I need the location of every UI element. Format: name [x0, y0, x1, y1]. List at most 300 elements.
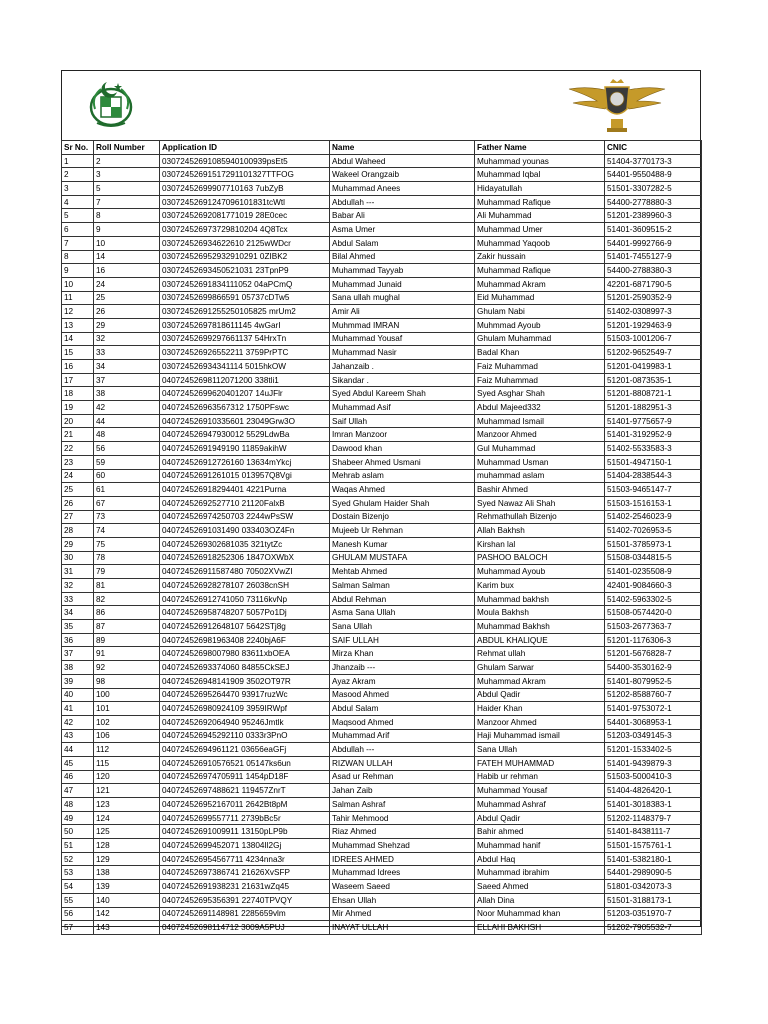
- sr-no-cell: 2: [62, 168, 94, 182]
- table-row: [62, 852, 702, 866]
- roll-number-cell: 37: [94, 373, 160, 387]
- father-name-cell: Muhammad Yaqoob: [475, 236, 605, 250]
- name-cell: Muhammad Tayyab: [330, 264, 475, 278]
- cnic-cell: 51503-1001206-7: [605, 332, 702, 346]
- father-name-cell: Bahir ahmed: [475, 825, 605, 839]
- application-id-cell: 040724526958748207 5057Po1Dj: [160, 606, 330, 620]
- table-row: [62, 387, 702, 401]
- father-name-cell: Haider Khan: [475, 702, 605, 716]
- father-name-cell: Hidayatullah: [475, 182, 605, 196]
- cnic-cell: 51508-0344815-5: [605, 551, 702, 565]
- roll-number-cell: 78: [94, 551, 160, 565]
- roll-number-cell: 98: [94, 674, 160, 688]
- father-name-cell: FATEH MUHAMMAD: [475, 756, 605, 770]
- roll-number-cell: 29: [94, 318, 160, 332]
- name-cell: Sikandar .: [330, 373, 475, 387]
- name-cell: Mirza Khan: [330, 647, 475, 661]
- cnic-cell: 54400-2788380-3: [605, 264, 702, 278]
- sr-no-cell: 44: [62, 743, 94, 757]
- cnic-cell: 51201-2590352-9: [605, 291, 702, 305]
- roll-number-cell: 102: [94, 715, 160, 729]
- sr-no-cell: 33: [62, 592, 94, 606]
- table-row: [62, 551, 702, 565]
- application-id-cell: 04072452694961121 03656eaGFj: [160, 743, 330, 757]
- name-cell: Maqsood Ahmed: [330, 715, 475, 729]
- roll-number-cell: 10: [94, 236, 160, 250]
- cnic-cell: 51201-1176306-3: [605, 633, 702, 647]
- sr-no-cell: 35: [62, 620, 94, 634]
- application-id-cell: 04072452695264470 93917ruzWc: [160, 688, 330, 702]
- application-id-cell: 040724526928278107 26038cnSH: [160, 579, 330, 593]
- application-id-cell: 030724526973729810204 4Q8Tcx: [160, 223, 330, 237]
- application-id-cell: 04072452695356391 22740TPVQY: [160, 893, 330, 907]
- name-cell: SAIF ULLAH: [330, 633, 475, 647]
- table-row: [62, 921, 702, 935]
- application-id-cell: 030724526934341114 5015hkOW: [160, 360, 330, 374]
- table-row: [62, 209, 702, 223]
- name-cell: Muhammad Yousaf: [330, 332, 475, 346]
- father-name-cell: Bashir Ahmed: [475, 483, 605, 497]
- cnic-cell: 51201-0873535-1: [605, 373, 702, 387]
- father-name-cell: Karim bux: [475, 579, 605, 593]
- col-header-roll-number: Roll Number: [94, 141, 160, 155]
- table-row: [62, 250, 702, 264]
- sr-no-cell: 24: [62, 469, 94, 483]
- table-row: [62, 223, 702, 237]
- father-name-cell: Rehmat ullah: [475, 647, 605, 661]
- sr-no-cell: 10: [62, 277, 94, 291]
- cnic-cell: 51201-1929463-9: [605, 318, 702, 332]
- roll-number-cell: 48: [94, 428, 160, 442]
- sr-no-cell: 53: [62, 866, 94, 880]
- name-cell: Muhammad Nasir: [330, 346, 475, 360]
- father-name-cell: Kirshan lal: [475, 537, 605, 551]
- name-cell: RIZWAN ULLAH: [330, 756, 475, 770]
- col-header-name: Name: [330, 141, 475, 155]
- application-id-cell: 03072452691834111052 04aPCmQ: [160, 277, 330, 291]
- name-cell: Wakeel Orangzaib: [330, 168, 475, 182]
- father-name-cell: Muhammad bakhsh: [475, 592, 605, 606]
- cnic-cell: 51202-7905532-7: [605, 921, 702, 935]
- roll-number-cell: 33: [94, 346, 160, 360]
- table-row: [62, 346, 702, 360]
- application-id-cell: 04072452691031490 033403OZ4Fn: [160, 524, 330, 538]
- sr-no-cell: 56: [62, 907, 94, 921]
- cnic-cell: 51402-2546023-9: [605, 510, 702, 524]
- sr-no-cell: 51: [62, 839, 94, 853]
- application-id-cell: 040724526912726160 13634mYkcj: [160, 455, 330, 469]
- table-row: [62, 907, 702, 921]
- application-id-cell: 040724526981963408 2240bjA6F: [160, 633, 330, 647]
- application-id-cell: 030724526952932910291 0ZIBK2: [160, 250, 330, 264]
- sr-no-cell: 49: [62, 811, 94, 825]
- table-row: [62, 496, 702, 510]
- father-name-cell: Abdul Qadir: [475, 688, 605, 702]
- application-id-cell: 040724526974250703 2244wPsSW: [160, 510, 330, 524]
- sr-no-cell: 55: [62, 893, 94, 907]
- roll-number-cell: 3: [94, 168, 160, 182]
- cnic-cell: 51401-3018383-1: [605, 798, 702, 812]
- father-name-cell: Muhmmad Ayoub: [475, 318, 605, 332]
- roll-number-cell: 91: [94, 647, 160, 661]
- roll-number-cell: 115: [94, 756, 160, 770]
- table-row: [62, 647, 702, 661]
- table-row: [62, 674, 702, 688]
- application-id-cell: 040724526918252306 1847OXWbX: [160, 551, 330, 565]
- sr-no-cell: 19: [62, 401, 94, 415]
- sr-no-cell: 13: [62, 318, 94, 332]
- cnic-cell: 54401-9550488-9: [605, 168, 702, 182]
- application-id-cell: 03072452691517291101327TTFOG: [160, 168, 330, 182]
- cnic-cell: 51402-5963302-5: [605, 592, 702, 606]
- cnic-cell: 51503-1516153-1: [605, 496, 702, 510]
- table-row: [62, 510, 702, 524]
- roll-number-cell: 7: [94, 195, 160, 209]
- roll-number-cell: 138: [94, 866, 160, 880]
- table-body: [62, 154, 702, 934]
- table-row: [62, 702, 702, 716]
- table-row: [62, 277, 702, 291]
- roll-number-cell: 34: [94, 360, 160, 374]
- name-cell: Sana Ullah: [330, 620, 475, 634]
- table-header-row: [62, 141, 702, 155]
- application-id-cell: 04072452699452071 13804Il2Gj: [160, 839, 330, 853]
- roll-number-cell: 73: [94, 510, 160, 524]
- cnic-cell: 51202-1148379-7: [605, 811, 702, 825]
- sr-no-cell: 36: [62, 633, 94, 647]
- cnic-cell: 51401-9775657-9: [605, 414, 702, 428]
- name-cell: Abdul Waheed: [330, 154, 475, 168]
- name-cell: Ayaz Akram: [330, 674, 475, 688]
- name-cell: Dawood khan: [330, 442, 475, 456]
- sr-no-cell: 18: [62, 387, 94, 401]
- roll-number-cell: 81: [94, 579, 160, 593]
- document-header: [62, 71, 700, 140]
- application-id-cell: 03072452699297661137 54HrxTn: [160, 332, 330, 346]
- application-id-cell: 04072452697488621 119457ZnrT: [160, 784, 330, 798]
- sr-no-cell: 26: [62, 496, 94, 510]
- application-id-cell: 04072452691148981 2285659vlm: [160, 907, 330, 921]
- name-cell: Masood Ahmed: [330, 688, 475, 702]
- name-cell: INAYAT ULLAH: [330, 921, 475, 935]
- roll-number-cell: 142: [94, 907, 160, 921]
- application-id-cell: 0407245269302681035 321tytZc: [160, 537, 330, 551]
- roll-number-cell: 87: [94, 620, 160, 634]
- name-cell: Salman Salman: [330, 579, 475, 593]
- name-cell: Asad ur Rehman: [330, 770, 475, 784]
- roll-number-cell: 79: [94, 565, 160, 579]
- father-name-cell: Muhammad Ayoub: [475, 565, 605, 579]
- father-name-cell: Noor Muhammad khan: [475, 907, 605, 921]
- table-row: [62, 839, 702, 853]
- pakistan-crescent-star-emblem-icon: [87, 79, 135, 129]
- roll-number-cell: 139: [94, 880, 160, 894]
- roll-number-cell: 24: [94, 277, 160, 291]
- table-row: [62, 264, 702, 278]
- table-row: [62, 770, 702, 784]
- father-name-cell: Haji Muhammad ismail: [475, 729, 605, 743]
- sr-no-cell: 46: [62, 770, 94, 784]
- table-row: [62, 469, 702, 483]
- sr-no-cell: 31: [62, 565, 94, 579]
- application-id-cell: 040724526954567711 4234nna3r: [160, 852, 330, 866]
- name-cell: Muhammad Asif: [330, 401, 475, 415]
- table-row: [62, 743, 702, 757]
- cnic-cell: 51501-3188173-1: [605, 893, 702, 907]
- roll-number-cell: 86: [94, 606, 160, 620]
- name-cell: Bilal Ahmed: [330, 250, 475, 264]
- table-row: [62, 825, 702, 839]
- table-row: [62, 565, 702, 579]
- col-header-father-name: Father Name: [475, 141, 605, 155]
- sr-no-cell: 3: [62, 182, 94, 196]
- name-cell: Waseem Saeed: [330, 880, 475, 894]
- roll-number-cell: 25: [94, 291, 160, 305]
- father-name-cell: Eid Muhammad: [475, 291, 605, 305]
- father-name-cell: Muhammad younas: [475, 154, 605, 168]
- sr-no-cell: 25: [62, 483, 94, 497]
- table-row: [62, 524, 702, 538]
- cnic-cell: 51201-1533402-5: [605, 743, 702, 757]
- cnic-cell: 51402-7026953-5: [605, 524, 702, 538]
- table-row: [62, 811, 702, 825]
- cnic-cell: 51501-4947150-1: [605, 455, 702, 469]
- cnic-cell: 51402-5533583-3: [605, 442, 702, 456]
- application-id-cell: 040724526952167011 2642Bt8pM: [160, 798, 330, 812]
- sr-no-cell: 28: [62, 524, 94, 538]
- sr-no-cell: 30: [62, 551, 94, 565]
- cnic-cell: 42401-9084660-3: [605, 579, 702, 593]
- roll-number-cell: 100: [94, 688, 160, 702]
- cnic-cell: 51401-5382180-1: [605, 852, 702, 866]
- father-name-cell: ABDUL KHALIQUE: [475, 633, 605, 647]
- cnic-cell: 51201-5676828-7: [605, 647, 702, 661]
- table-row: [62, 305, 702, 319]
- father-name-cell: Muhammad Ashraf: [475, 798, 605, 812]
- roll-number-cell: 14: [94, 250, 160, 264]
- roll-number-cell: 26: [94, 305, 160, 319]
- roll-number-cell: 101: [94, 702, 160, 716]
- cnic-cell: 54400-2778880-3: [605, 195, 702, 209]
- application-id-cell: 030724526934622610 2125wWDcr: [160, 236, 330, 250]
- sr-no-cell: 45: [62, 756, 94, 770]
- father-name-cell: Gul Muhammad: [475, 442, 605, 456]
- application-id-cell: 03072452691247096101831tcWtl: [160, 195, 330, 209]
- sr-no-cell: 7: [62, 236, 94, 250]
- cnic-cell: 51201-0419983-1: [605, 360, 702, 374]
- name-cell: IDREES AHMED: [330, 852, 475, 866]
- roll-number-cell: 89: [94, 633, 160, 647]
- cnic-cell: 51503-9465147-7: [605, 483, 702, 497]
- cnic-cell: 51404-2838544-3: [605, 469, 702, 483]
- name-cell: Abdul Rehman: [330, 592, 475, 606]
- roll-number-cell: 112: [94, 743, 160, 757]
- roll-number-cell: 123: [94, 798, 160, 812]
- table-row: [62, 866, 702, 880]
- name-cell: Syed Ghulam Haider Shah: [330, 496, 475, 510]
- father-name-cell: Muhammad Ismail: [475, 414, 605, 428]
- sr-no-cell: 1: [62, 154, 94, 168]
- name-cell: Muhammad Junaid: [330, 277, 475, 291]
- name-cell: Imran Manzoor: [330, 428, 475, 442]
- father-name-cell: ELLAHI BAKHSH: [475, 921, 605, 935]
- roll-number-cell: 42: [94, 401, 160, 415]
- cnic-cell: 51404-4826420-1: [605, 784, 702, 798]
- sr-no-cell: 14: [62, 332, 94, 346]
- table-row: [62, 893, 702, 907]
- application-id-cell: 04072452699620401207 14uJFlr: [160, 387, 330, 401]
- sr-no-cell: 42: [62, 715, 94, 729]
- sr-no-cell: 21: [62, 428, 94, 442]
- name-cell: Jahan Zaib: [330, 784, 475, 798]
- cnic-cell: 51203-0349145-3: [605, 729, 702, 743]
- roll-number-cell: 128: [94, 839, 160, 853]
- application-id-cell: 03072452693450521031 23TpnP9: [160, 264, 330, 278]
- roll-number-cell: 120: [94, 770, 160, 784]
- cnic-cell: 51401-3609515-2: [605, 223, 702, 237]
- table-row: [62, 756, 702, 770]
- table-row: [62, 428, 702, 442]
- application-id-cell: 040724526918294401 4221Purna: [160, 483, 330, 497]
- application-id-cell: 04072452699557711 2739bBc5r: [160, 811, 330, 825]
- table-row: [62, 579, 702, 593]
- sr-no-cell: 32: [62, 579, 94, 593]
- sr-no-cell: 9: [62, 264, 94, 278]
- roll-number-cell: 56: [94, 442, 160, 456]
- roll-number-cell: 106: [94, 729, 160, 743]
- cnic-cell: 51404-3770173-3: [605, 154, 702, 168]
- sr-no-cell: 57: [62, 921, 94, 935]
- col-header-application-id: Application ID: [160, 141, 330, 155]
- cnic-cell: 51501-1575761-1: [605, 839, 702, 853]
- name-cell: Riaz Ahmed: [330, 825, 475, 839]
- sr-no-cell: 6: [62, 223, 94, 237]
- cnic-cell: 51202-9652549-7: [605, 346, 702, 360]
- table-row: [62, 195, 702, 209]
- father-name-cell: Moula Bakhsh: [475, 606, 605, 620]
- father-name-cell: Abdul Haq: [475, 852, 605, 866]
- table-row: [62, 154, 702, 168]
- father-name-cell: Muhammad Akram: [475, 277, 605, 291]
- father-name-cell: Faiz Muhammad: [475, 373, 605, 387]
- name-cell: Mir Ahmed: [330, 907, 475, 921]
- name-cell: Ehsan Ullah: [330, 893, 475, 907]
- sr-no-cell: 34: [62, 606, 94, 620]
- father-name-cell: Rehmathullah Bizenjo: [475, 510, 605, 524]
- roll-number-cell: 38: [94, 387, 160, 401]
- sr-no-cell: 27: [62, 510, 94, 524]
- name-cell: Manesh Kumar: [330, 537, 475, 551]
- application-id-cell: 040724526911587480 70502XVwZI: [160, 565, 330, 579]
- roll-number-cell: 74: [94, 524, 160, 538]
- table-row: [62, 715, 702, 729]
- sr-no-cell: 17: [62, 373, 94, 387]
- application-id-cell: 03072452699907710163 7ubZyB: [160, 182, 330, 196]
- table-row: [62, 168, 702, 182]
- application-id-cell: 040724526948141909 3502OT97R: [160, 674, 330, 688]
- table-row: [62, 442, 702, 456]
- application-id-cell: 04072452691949190 11859akihW: [160, 442, 330, 456]
- winged-crest-emblem-icon: [567, 75, 667, 135]
- application-id-cell: 040724526980924109 3959IRWpf: [160, 702, 330, 716]
- roll-number-cell: 143: [94, 921, 160, 935]
- father-name-cell: PASHOO BALOCH: [475, 551, 605, 565]
- cnic-cell: 51201-2389960-3: [605, 209, 702, 223]
- application-id-cell: 040724526963567312 1750PFswc: [160, 401, 330, 415]
- cnic-cell: 51401-0235508-9: [605, 565, 702, 579]
- name-cell: GHULAM MUSTAFA: [330, 551, 475, 565]
- roll-number-cell: 60: [94, 469, 160, 483]
- name-cell: Muhammad Shehzad: [330, 839, 475, 853]
- cnic-cell: 54401-9992766-9: [605, 236, 702, 250]
- father-name-cell: Abdul Qadir: [475, 811, 605, 825]
- table-row: [62, 633, 702, 647]
- table-row: [62, 537, 702, 551]
- application-id-cell: 040724526974705911 1454pD18F: [160, 770, 330, 784]
- table-row: [62, 414, 702, 428]
- roll-number-cell: 8: [94, 209, 160, 223]
- col-header-cnic: CNIC: [605, 141, 702, 155]
- father-name-cell: Syed Asghar Shah: [475, 387, 605, 401]
- roll-number-cell: 44: [94, 414, 160, 428]
- name-cell: Syed Abdul Kareem Shah: [330, 387, 475, 401]
- name-cell: Mujeeb Ur Rehman: [330, 524, 475, 538]
- table-row: [62, 236, 702, 250]
- candidates-table: [61, 140, 702, 935]
- father-name-cell: Muhammad Rafique: [475, 195, 605, 209]
- sr-no-cell: 54: [62, 880, 94, 894]
- name-cell: Mehtab Ahmed: [330, 565, 475, 579]
- father-name-cell: Muhammad hanif: [475, 839, 605, 853]
- father-name-cell: muhammad aslam: [475, 469, 605, 483]
- application-id-cell: 04072452698114712 3009A5PUJ: [160, 921, 330, 935]
- name-cell: Sana ullah mughal: [330, 291, 475, 305]
- name-cell: Abdullah ---: [330, 743, 475, 757]
- sr-no-cell: 48: [62, 798, 94, 812]
- application-id-cell: 04072452698007980 83611xbOEA: [160, 647, 330, 661]
- father-name-cell: Muhammad Umer: [475, 223, 605, 237]
- application-id-cell: 040724526910335601 23049Grw3O: [160, 414, 330, 428]
- sr-no-cell: 29: [62, 537, 94, 551]
- cnic-cell: 51503-2677363-7: [605, 620, 702, 634]
- cnic-cell: 51401-9753072-1: [605, 702, 702, 716]
- table-row: [62, 360, 702, 374]
- father-name-cell: Syed Nawaz Ali Shah: [475, 496, 605, 510]
- father-name-cell: Saeed Ahmed: [475, 880, 605, 894]
- cnic-cell: 51801-0342073-3: [605, 880, 702, 894]
- name-cell: Asma Umer: [330, 223, 475, 237]
- application-id-cell: 040724526912741050 73116kvNp: [160, 592, 330, 606]
- name-cell: Muhammad Idrees: [330, 866, 475, 880]
- table-row: [62, 182, 702, 196]
- col-header-sr-no: Sr No.: [62, 141, 94, 155]
- father-name-cell: Manzoor Ahmed: [475, 715, 605, 729]
- sr-no-cell: 41: [62, 702, 94, 716]
- father-name-cell: Badal Khan: [475, 346, 605, 360]
- name-cell: Amir Ali: [330, 305, 475, 319]
- application-id-cell: 040724526947930012 5529LdwBa: [160, 428, 330, 442]
- cnic-cell: 54401-2989090-5: [605, 866, 702, 880]
- sr-no-cell: 50: [62, 825, 94, 839]
- cnic-cell: 51402-0308997-3: [605, 305, 702, 319]
- roll-number-cell: 124: [94, 811, 160, 825]
- father-name-cell: Muhammad Usman: [475, 455, 605, 469]
- cnic-cell: 54400-3530162-9: [605, 661, 702, 675]
- sr-no-cell: 5: [62, 209, 94, 223]
- cnic-cell: 51501-3307282-5: [605, 182, 702, 196]
- application-id-cell: 04072452692064940 95246Jmtlk: [160, 715, 330, 729]
- application-id-cell: 040724526910576521 05147ks6un: [160, 756, 330, 770]
